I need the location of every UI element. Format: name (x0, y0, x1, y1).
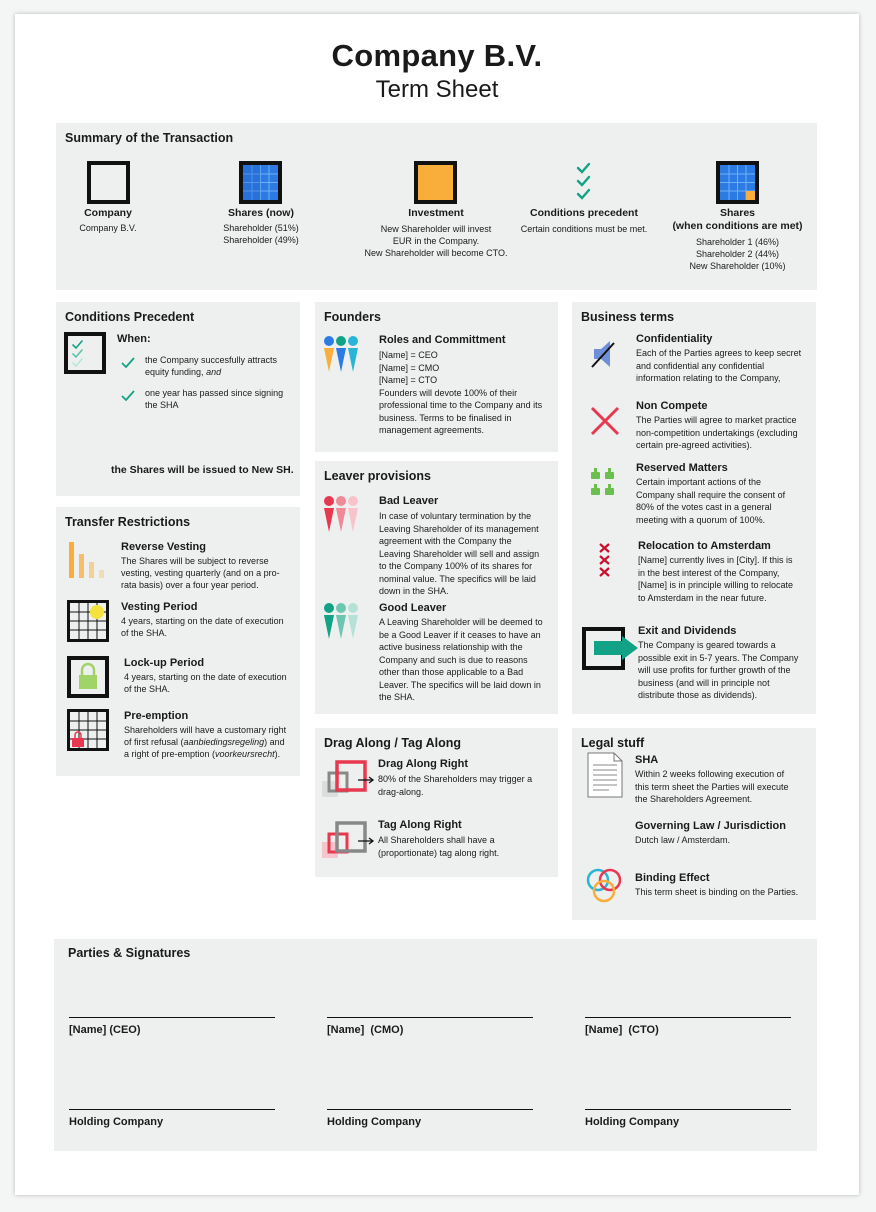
drag-along-icon (320, 759, 376, 805)
amsterdam-x-icon (598, 543, 612, 577)
confidentiality-icon (590, 339, 618, 369)
founders-line-2: [Name] = CMO (379, 362, 440, 373)
x-mark-icon (590, 406, 620, 436)
tag-along-icon (320, 820, 376, 866)
preemption-line-1: Shareholders will have a customary right (124, 725, 287, 735)
shares-after-label: Shares (719, 207, 756, 219)
preemption-line-3 (124, 748, 280, 761)
reserved-matters-line-2: Company shall require the consent of (636, 489, 786, 500)
bad-leaver-people-icon (323, 496, 363, 534)
when-label: When: (117, 333, 151, 345)
exit-arrow-icon (594, 636, 638, 660)
preemption-italic-a: aanbiedingsregeling (183, 737, 265, 747)
reverse-vesting-line-3: rata basis) over a four year period. (121, 580, 259, 590)
reverse-vesting-line-1: The Shares will be subject to reverse (121, 556, 269, 566)
binding-effect-heading: Binding Effect (635, 872, 710, 884)
governing-law-line-1: Dutch law / Amsterdam. (635, 835, 731, 845)
founders-panel (315, 302, 558, 452)
investment-label: Investment (408, 207, 464, 219)
page-subtitle: Term Sheet (375, 76, 499, 103)
non-compete-line-3: certain pre-agreed activities). (636, 440, 753, 450)
transfer-title: Transfer Restrictions (65, 515, 191, 529)
bad-leaver-line-4: Leaving Shareholder will sell and assign (379, 548, 540, 559)
exit-heading: Exit and Dividends (638, 625, 737, 637)
signatory-cmo: [Name] (CMO) (327, 1024, 404, 1036)
company-square-icon (87, 161, 130, 204)
preemption-text-d: ). (274, 749, 281, 759)
good-leaver-line-3: active business relationship with the (379, 642, 523, 652)
condition-1-line-2 (145, 366, 221, 379)
calendar-grid-icon (70, 603, 106, 639)
company-label: Company (84, 207, 132, 219)
check-icon (121, 390, 135, 402)
good-leaver-line-1: A Leaving Shareholder will be deemed to (379, 617, 543, 627)
condition-2-line-2: the SHA (145, 400, 179, 410)
tag-along-heading: Tag Along Right (378, 819, 462, 831)
people-icon (323, 336, 363, 374)
investment-line-2: EUR in the Company. (392, 236, 480, 246)
sha-line-3: the Shareholders Agreement. (635, 794, 753, 804)
check-marks-icon (68, 336, 102, 370)
good-leaver-line-4: Company and such is due to reasons (379, 654, 528, 665)
preemption-text-c: a right of pre-emption ( (124, 749, 216, 759)
preemption-text-b: ) and (264, 737, 285, 747)
signature-line-cto (585, 1017, 791, 1018)
conditions-panel (56, 302, 300, 496)
good-leaver-line-7: the SHA. (379, 692, 416, 702)
preemption-grid-icon (67, 709, 109, 751)
reserved-matters-heading: Reserved Matters (636, 462, 728, 474)
good-leaver-heading: Good Leaver (379, 602, 447, 614)
sha-line-2: this term sheet the Parties will execute (635, 781, 789, 792)
preemption-line-2 (124, 736, 285, 749)
confidentiality-line-1: Each of the Parties agrees to keep secret (636, 348, 802, 358)
investment-square-icon (414, 161, 457, 204)
reserved-matters-line-3: 80% of the votes cast in a general (636, 502, 772, 512)
conditions-label: Conditions precedent (530, 207, 638, 219)
lockup-line-2: of the SHA. (124, 684, 171, 694)
bad-leaver-line-7: down in the SHA. (379, 586, 449, 596)
non-compete-line-2: non-competition undertakings (excluding (636, 427, 798, 438)
holding-company-2: Holding Company (327, 1116, 422, 1128)
bad-leaver-line-6: nominal value. The specifics will be laid (379, 573, 536, 584)
lockup-heading: Lock-up Period (124, 657, 205, 669)
grid-lock-icon (70, 712, 106, 748)
confidentiality-heading: Confidentiality (636, 333, 713, 345)
drag-along-line-2: drag-along. (378, 786, 424, 797)
shares-now-grid-icon (239, 161, 282, 204)
reverse-vesting-line-2: vesting, vesting quarterly (and on a pro- (121, 568, 280, 578)
bad-leaver-line-2: Leaving Shareholder of its management (379, 523, 539, 534)
holding-company-3: Holding Company (585, 1116, 680, 1128)
condition-2-line-1: one year has passed since signing (145, 388, 284, 398)
term-sheet-page (15, 14, 859, 1195)
drag-tag-title: Drag Along / Tag Along (324, 736, 462, 750)
grid-lines-icon (720, 165, 755, 200)
exit-line-5: distribute those as dividends). (638, 690, 758, 700)
bad-leaver-line-3: agreement with the Company the (379, 536, 512, 546)
business-panel (572, 302, 816, 714)
lockup-line-1: 4 years, starting on the date of execution (124, 672, 287, 682)
leaver-panel (315, 461, 558, 714)
check-stack-icon (576, 163, 596, 203)
founders-line-3: [Name] = CTO (379, 375, 438, 385)
founders-line-6: business. Terms to be finalised in (379, 412, 512, 423)
signatory-cto: [Name] (CTO) (585, 1024, 659, 1036)
good-leaver-people-icon (323, 603, 363, 641)
grid-lines-icon (243, 165, 278, 200)
rings-icon (586, 868, 626, 904)
padlock-icon (71, 660, 105, 694)
legal-panel (572, 728, 816, 920)
conditions-conclusion: the Shares will be issued to New SH. (111, 464, 294, 476)
transfer-panel (56, 507, 300, 776)
company-value: Company B.V. (79, 223, 137, 233)
preemption-heading: Pre-emption (124, 710, 189, 722)
shares-after-line-2: Shareholder 2 (44%) (695, 249, 780, 259)
signatory-ceo: [Name] (CEO) (69, 1024, 141, 1036)
investment-line-3: New Shareholder will become CTO. (364, 248, 508, 258)
page-title: Company B.V. (331, 38, 543, 73)
non-compete-line-1: The Parties will agree to market practice (636, 415, 797, 425)
holding-company-1: Holding Company (69, 1116, 164, 1128)
tag-along-line-1: All Shareholders shall have a (378, 835, 495, 845)
bad-leaver-line-1: In case of voluntary termination by the (379, 511, 532, 521)
confidentiality-line-3: information relating to the Company, (636, 373, 781, 383)
condition-1-italic: and (206, 367, 222, 377)
condition-1-line-1: the Company succesfully attracts (145, 355, 278, 365)
founders-title: Founders (324, 310, 381, 324)
founders-line-4: Founders will devote 100% of their (379, 387, 518, 398)
signature-line-cmo (327, 1017, 533, 1018)
business-title: Business terms (581, 310, 675, 324)
investment-line-1: New Shareholder will invest (380, 224, 492, 234)
conditions-title: Conditions Precedent (65, 310, 195, 324)
preemption-italic-b: voorkeursrecht (215, 749, 275, 759)
calendar-clock-icon (67, 600, 109, 642)
binding-effect-line-1: This term sheet is binding on the Parties. (635, 887, 799, 897)
summary-title: Summary of the Transaction (65, 131, 234, 145)
legal-title: Legal stuff (581, 736, 645, 750)
bad-leaver-line-5: to the Company 100% of its shares for (379, 561, 533, 571)
sha-heading: SHA (635, 754, 659, 766)
vesting-period-line-1: 4 years, starting on the date of execution (121, 616, 284, 626)
drag-tag-panel (315, 728, 558, 877)
tag-along-line-2: (proportionate) tag along right. (378, 847, 500, 858)
relocation-line-3: [Name] is in principle willing to relocate (638, 580, 794, 590)
reserved-matters-line-4: meeting with a quorum of 100%. (636, 514, 766, 525)
exit-line-1: The Company is geared towards a (638, 640, 776, 650)
relocation-line-2: in the best interest of the Company, (638, 567, 780, 578)
exit-line-3: will use profits for further growth of the (638, 665, 791, 675)
good-leaver-line-2: be a Good Leaver if it ceases to have an (379, 629, 541, 640)
relocation-line-4: to Amsterdam in the near future. (638, 592, 767, 603)
exit-line-2: possible exit in 5-7 years. The Company (638, 652, 799, 663)
founders-heading: Roles and Committment (379, 334, 506, 346)
signature-line-holding-1 (69, 1109, 275, 1110)
check-icon (121, 357, 135, 369)
shares-now-line-2: Shareholder (49%) (223, 235, 299, 245)
shares-after-line-1: Shareholder 1 (46%) (695, 237, 780, 247)
signatures-panel (54, 939, 817, 1151)
relocation-line-1: [Name] currently lives in [City]. If this is (638, 555, 793, 565)
bar-chart-icon (69, 542, 109, 578)
non-compete-heading: Non Compete (636, 400, 708, 412)
governing-law-heading: Governing Law / Jurisdiction (635, 820, 786, 832)
good-leaver-line-6: Leaver. The specifics will be laid down in (379, 679, 541, 690)
founders-line-5: professional time to the Company and its (379, 400, 543, 410)
signature-line-holding-3 (585, 1109, 791, 1110)
shares-after-sublabel: (when conditions are met) (672, 220, 803, 232)
signatures-title: Parties & Signatures (68, 946, 191, 960)
relocation-heading: Relocation to Amsterdam (638, 540, 771, 552)
good-leaver-line-5: other than those applicable to a Bad (379, 667, 524, 677)
leaver-title: Leaver provisions (324, 469, 431, 483)
shares-after-line-3: New Shareholder (10%) (689, 261, 786, 271)
reverse-vesting-heading: Reverse Vesting (121, 541, 206, 553)
shares-now-line-1: Shareholder (51%) (223, 223, 299, 233)
drag-along-line-1: 80% of the Shareholders may trigger a (378, 774, 533, 784)
vesting-period-line-2: of the SHA. (121, 628, 168, 638)
signature-line-ceo (69, 1017, 275, 1018)
document-icon (587, 752, 623, 798)
shares-now-label: Shares (now) (228, 207, 294, 219)
conditions-text: Certain conditions must be met. (520, 224, 648, 234)
exit-line-4: business (and will in principle not (638, 677, 770, 688)
signature-line-holding-2 (327, 1109, 533, 1110)
thumbs-up-icon (590, 467, 618, 499)
shares-after-grid-icon (716, 161, 759, 204)
sha-line-1: Within 2 weeks following execution of (635, 769, 785, 779)
reserved-matters-line-1: Certain important actions of the (636, 477, 762, 487)
vesting-period-heading: Vesting Period (121, 601, 198, 613)
confidentiality-line-2: and confidential any confidential (636, 360, 765, 371)
founders-line-7: management agreements. (379, 425, 485, 435)
preemption-text-a: of first refusal ( (124, 737, 184, 747)
founders-line-1: [Name] = CEO (379, 350, 438, 360)
bad-leaver-heading: Bad Leaver (379, 495, 439, 507)
condition-1-text: equity funding, (145, 367, 204, 377)
lock-icon (67, 656, 109, 698)
summary-panel (56, 123, 817, 290)
drag-along-heading: Drag Along Right (378, 758, 469, 770)
checklist-icon (64, 332, 106, 374)
